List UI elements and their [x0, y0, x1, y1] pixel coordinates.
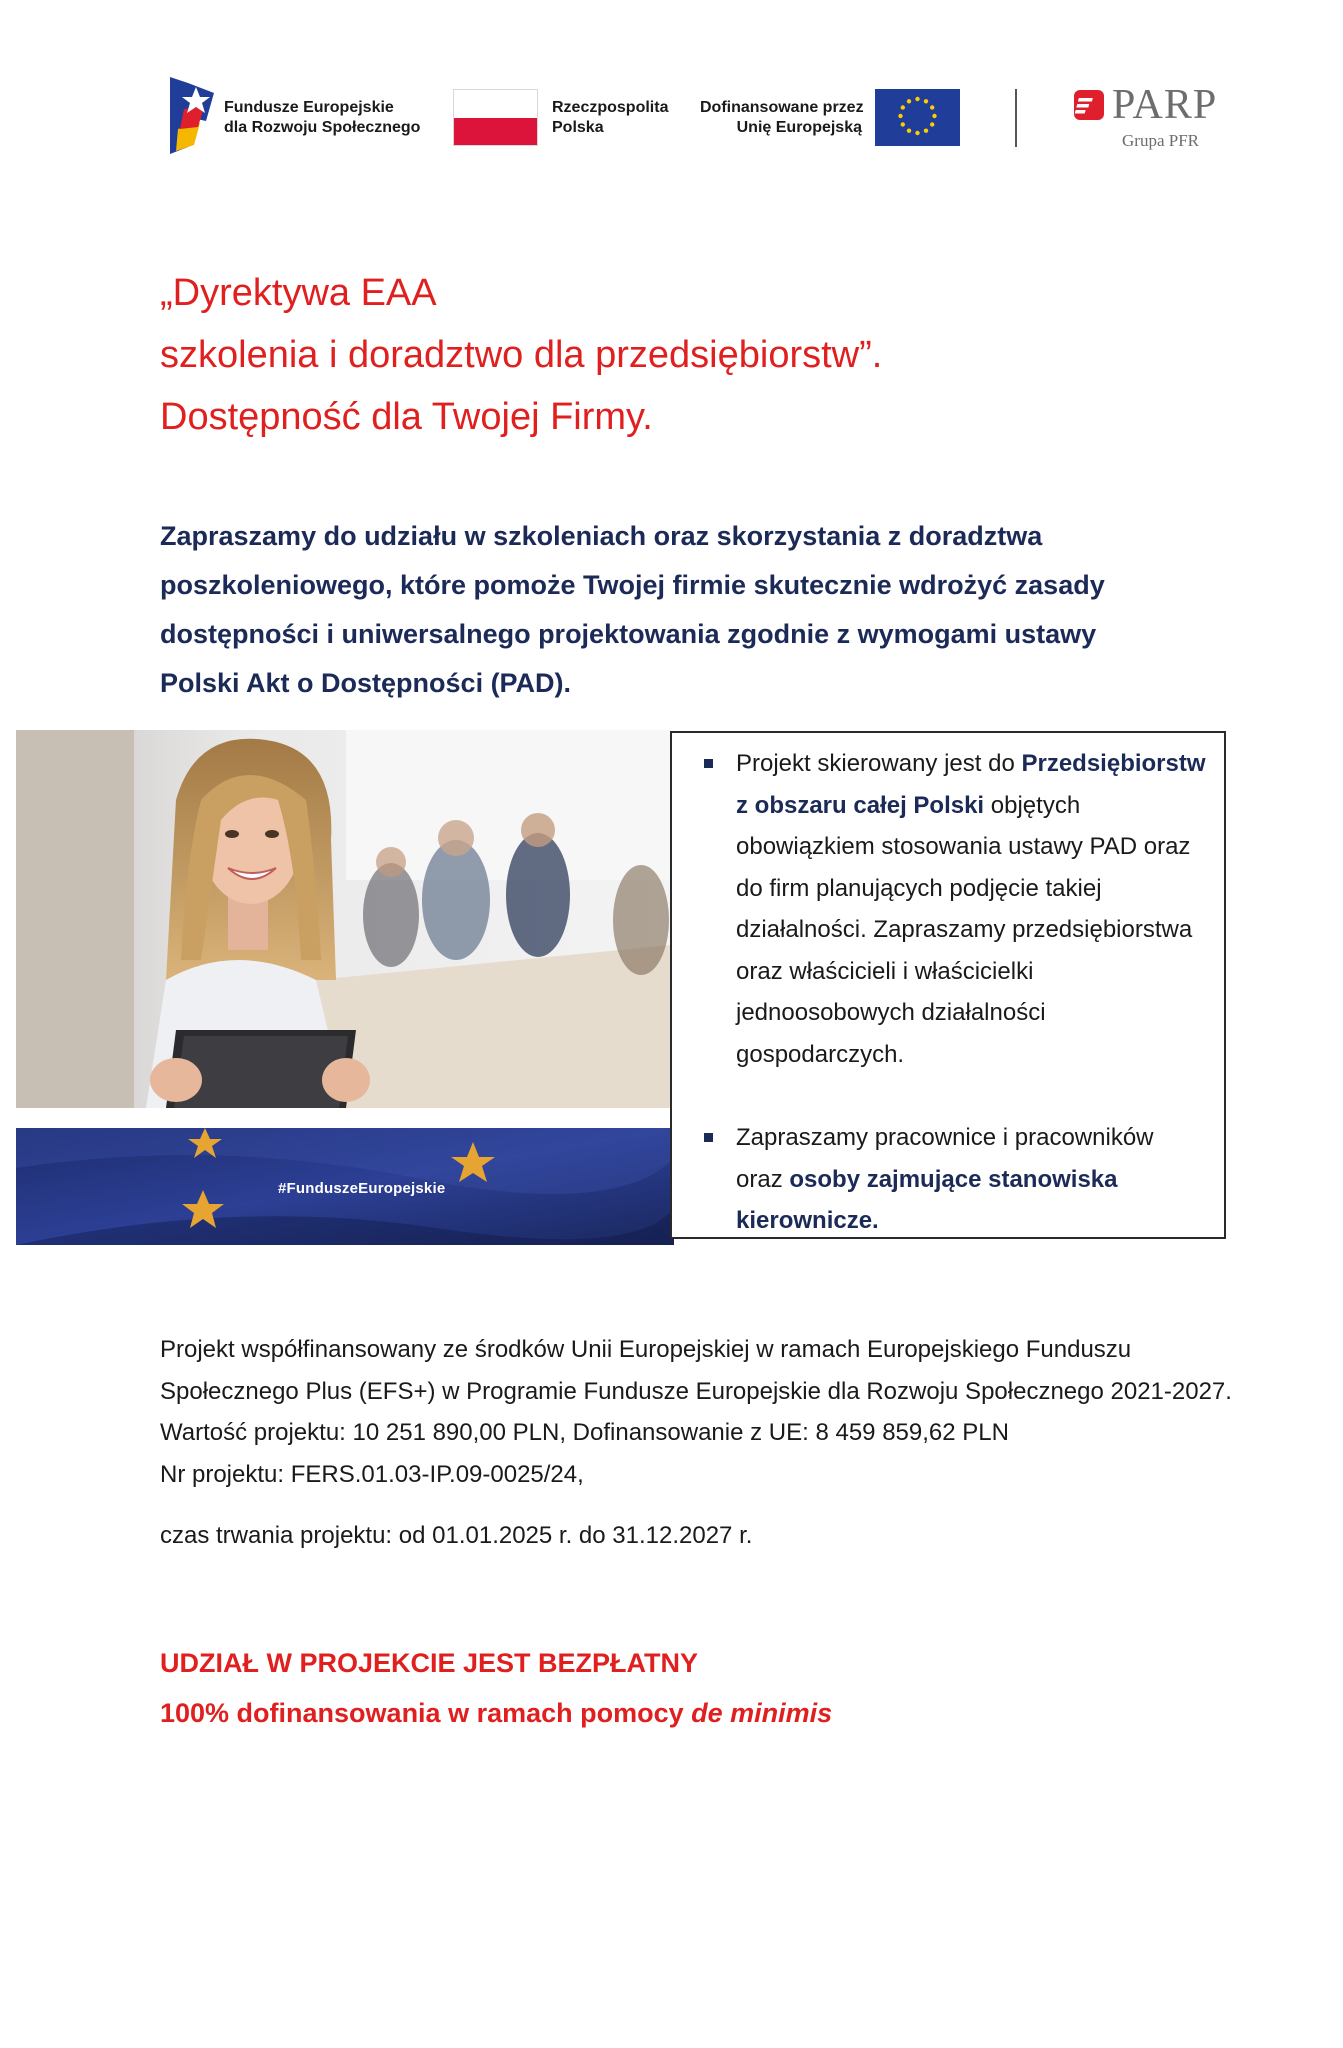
- rp-logo-text: [552, 98, 668, 138]
- eu-funds-hashtag: #FunduszeEuropejskie: [278, 1180, 446, 1197]
- intro-paragraph: [160, 512, 1240, 708]
- poland-flag-icon: [453, 89, 538, 146]
- fe-logo-icon: [170, 77, 214, 154]
- free-line1: UDZIAŁ W PROJEKCIE JEST BEZPŁATNY: [160, 1648, 699, 1678]
- b1-line1-bold: Przedsiębiorstw: [1021, 750, 1206, 777]
- title-line1: „Dyrektywa EAA: [160, 272, 437, 314]
- title-line2: szkolenia i doradztwo dla przedsiębiorstw”.: [160, 334, 883, 376]
- b1-line2-text: objętych: [984, 791, 1081, 819]
- logo-bar: [0, 0, 1343, 170]
- project-line1: Projekt współfinansowany ze środków Unii Europejskiej w ramach Europejskiego Funduszu: [160, 1336, 1132, 1363]
- eu-flag-banner: [16, 1128, 674, 1245]
- logo-separator: [1015, 89, 1017, 147]
- b2-line2-bold: osoby zajmujące stanowiska: [789, 1165, 1118, 1193]
- intro-line4: Polski Akt o Dostępności (PAD).: [160, 668, 572, 698]
- business-woman-photo: [16, 730, 670, 1108]
- eu-logo-text: [700, 98, 862, 138]
- project-value-line: Wartość projektu: 10 251 890,00 PLN, Dofinansowanie z UE: 8 459 859,62 PLN: [160, 1419, 1009, 1446]
- eu-logo-line1: Dofinansowane przez: [700, 99, 864, 116]
- parp-logo-name: PARP: [1112, 82, 1218, 128]
- intro-line3: dostępności i uniwersalnego projektowania zgodnie z wymogami ustawy: [160, 619, 1097, 649]
- info-box: [670, 731, 1226, 1239]
- b1-line3: obowiązkiem stosowania ustawy PAD oraz: [736, 833, 1191, 860]
- b2-line3-bold: kierownicze.: [736, 1207, 879, 1234]
- b2-line1: Zapraszamy pracownice i pracowników: [736, 1124, 1154, 1151]
- project-info: [160, 1329, 1280, 1495]
- b1-line2-bold: z obszaru całej Polski: [736, 791, 985, 819]
- parp-logo-subtitle: Grupa PFR: [1122, 131, 1199, 150]
- b1-line6: oraz właścicieli i właścicielki: [736, 957, 1034, 985]
- rp-logo-line2: Polska: [552, 119, 604, 136]
- title-line3: Dostępność dla Twojej Firmy.: [160, 396, 653, 438]
- page-title: [160, 262, 1210, 448]
- photo-illustration: [16, 730, 670, 1108]
- b2-line2-text: oraz: [736, 1165, 790, 1193]
- rp-logo-line1: Rzeczpospolita: [552, 99, 669, 116]
- b1-line1-text: Projekt skierowany jest do: [736, 750, 1022, 777]
- eu-logo-line2: Unię Europejską: [736, 119, 862, 136]
- project-duration: czas trwania projektu: od 01.01.2025 r. do 31.12.2027 r.: [160, 1522, 753, 1549]
- employees-bullet: [704, 1117, 1214, 1242]
- parp-logo-icon: [1074, 90, 1104, 120]
- fe-logo-text: [224, 98, 420, 138]
- b1-line8: gospodarczych.: [736, 1040, 905, 1068]
- b1-line4: do firm planujących podjęcie takiej: [736, 874, 1102, 902]
- free-line2-italic: de minimis: [691, 1698, 833, 1728]
- bullet-square-icon: [704, 759, 713, 768]
- project-number-line: Nr projektu: FERS.01.03-IP.09-0025/24,: [160, 1460, 584, 1488]
- fe-logo-line1: Fundusze Europejskie: [224, 99, 394, 116]
- target-audience-bullet: [704, 743, 1214, 1075]
- bullet-square-icon: [704, 1133, 713, 1142]
- project-line2: Społecznego Plus (EFS+) w Programie Fundusze Europejskie dla Rozwoju Społecznego 2021-2027.: [160, 1377, 1232, 1405]
- free-line2-text: 100% dofinansowania w ramach pomocy: [160, 1698, 692, 1728]
- eu-flag-icon: [875, 89, 960, 146]
- intro-line2: poszkoleniowego, które pomoże Twojej firmie skutecznie wdrożyć zasady: [160, 570, 1105, 600]
- b1-line5: działalności. Zapraszamy przedsiębiorstwa: [736, 916, 1193, 943]
- free-participation-notice: [160, 1638, 832, 1738]
- intro-line1: Zapraszamy do udziału w szkoleniach oraz skorzystania z doradztwa: [160, 521, 1043, 551]
- b1-line7: jednoosobowych działalności: [736, 999, 1046, 1026]
- fe-logo-line2: dla Rozwoju Społecznego: [224, 119, 421, 136]
